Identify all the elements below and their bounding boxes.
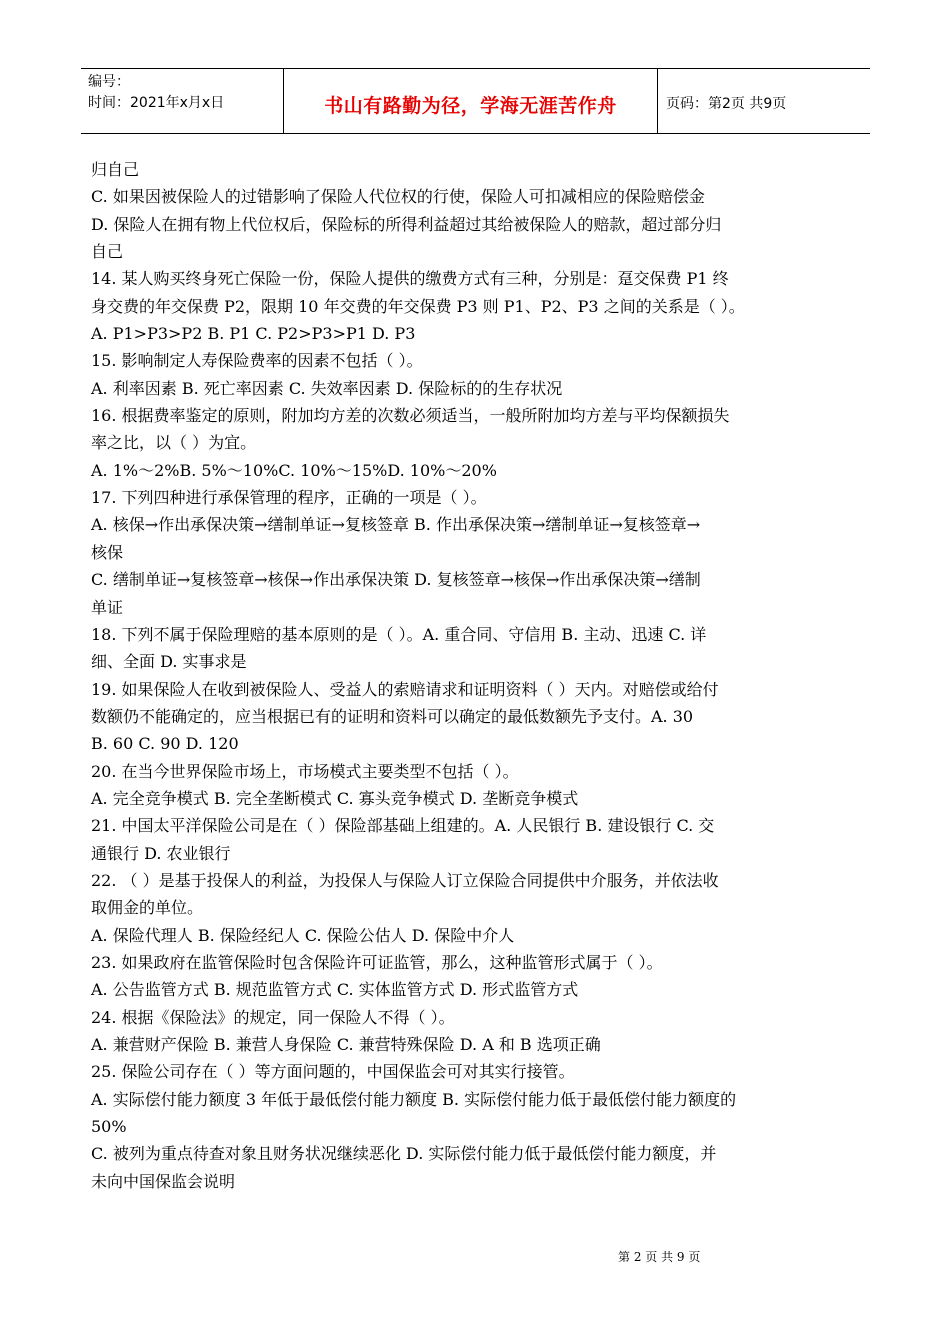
header-motto-cell (284, 69, 658, 133)
text-line: 细、全面 D. 实事求是 (91, 652, 247, 672)
text-line: A. P1>P3>P2 B. P1 C. P2>P3>P1 D. P3 (91, 324, 416, 344)
text-line: 23. 如果政府在监管保险时包含保险许可证监管，那么，这种监管形式属于（ ）。 (91, 952, 663, 972)
text-line: 20. 在当今世界保险市场上，市场模式主要类型不包括（ ）。 (91, 761, 519, 781)
footer-page-number: 第 2 页 共 9 页 (618, 1250, 701, 1264)
text-line: 归自己 (91, 160, 140, 179)
document-number-label: 编号： (88, 74, 130, 90)
text-line: B. 60 C. 90 D. 120 (91, 734, 239, 754)
document-date-label: 时间：2021年x月x日 (88, 95, 225, 111)
text-line: 18. 下列不属于保险理赔的基本原则的是（ ）。A. 重合同、守信用 B. 主动、迅速 C. 详 (91, 624, 707, 644)
text-line: A. 核保→作出承保决策→缮制单证→复核签章 B. 作出承保决策→缮制单证→复核签章→ (91, 515, 701, 535)
text-line: 未向中国保监会说明 (91, 1171, 236, 1191)
text-line: 身交费的年交保费 P2，限期 10 年交费的年交保费 P3 则 P1、P2、P3 之间的关系是（ ）。 (91, 296, 745, 316)
header-motto: 书山有路勤为径，学海无涯苦作舟 (324, 94, 617, 117)
text-line: A. 完全竞争模式 B. 完全垄断模式 C. 寡头竞争模式 D. 垄断竞争模式 (91, 788, 579, 808)
text-line: 核保 (91, 542, 124, 562)
text-line: A. 利率因素 B. 死亡率因素 C. 失效率因素 D. 保险标的的生存状况 (91, 378, 563, 398)
text-line: C. 被列为重点待查对象且财务状况继续恶化 D. 实际偿付能力低于最低偿付能力额度，并 (91, 1144, 717, 1164)
text-line: 取佣金的单位。 (91, 898, 204, 918)
text-line: D. 保险人在拥有物上代位权后，保险标的所得利益超过其给被保险人的赔款，超过部分归 (91, 214, 722, 234)
text-line: C. 缮制单证→复核签章→核保→作出承保决策 D. 复核签章→核保→作出承保决策→缮制 (91, 570, 701, 590)
page-header (81, 68, 870, 134)
text-line: A. 公告监管方式 B. 规范监管方式 C. 实体监管方式 D. 形式监管方式 (91, 980, 579, 1000)
text-line: C. 如果因被保险人的过错影响了保险人代位权的行使，保险人可扣减相应的保险赔偿金 (91, 187, 705, 207)
text-line: A. 1%～2%B. 5%～10%C. 10%～15%D. 10%～20% (91, 460, 497, 480)
text-line: A. 兼营财产保险 B. 兼营人身保险 C. 兼营特殊保险 D. A 和 B 选项正确 (91, 1035, 601, 1054)
header-info (81, 69, 284, 133)
text-line: 16. 根据费率鉴定的原则，附加均方差的次数必须适当，一般所附加均方差与平均保额损失 (91, 406, 730, 426)
text-line: 50% (91, 1117, 127, 1137)
text-line: A. 保险代理人 B. 保险经纪人 C. 保险公估人 D. 保险中介人 (91, 925, 515, 945)
text-line: 率之比，以（ ）为宜。 (91, 433, 257, 453)
text-line: 数额仍不能确定的，应当根据已有的证明和资料可以确定的最低数额先予支付。A. 30 (91, 706, 694, 726)
document-body (91, 156, 870, 1195)
header-page-number: 页码：第2页 共9页 (666, 96, 787, 112)
text-line: 自己 (91, 242, 124, 262)
text-line: 24. 根据《保险法》的规定，同一保险人不得（ ）。 (91, 1007, 455, 1027)
text-line: 19. 如果保险人在收到被保险人、受益人的索赔请求和证明资料（ ）天内。对赔偿或给付 (91, 679, 719, 699)
text-line: 单证 (91, 597, 124, 617)
text-line: 14. 某人购买终身死亡保险一份，保险人提供的缴费方式有三种，分别是：趸交保费 P1 终 (91, 269, 729, 289)
text-line: 17. 下列四种进行承保管理的程序，正确的一项是（ ）。 (91, 488, 487, 508)
text-line: 通银行 D. 农业银行 (91, 843, 231, 863)
text-line: 21. 中国太平洋保险公司是在（ ）保险部基础上组建的。A. 人民银行 B. 建设银行 C. 交 (91, 816, 715, 836)
text-line: 22. （ ）是基于投保人的利益，为投保人与保险人订立保险合同提供中介服务，并依法收 (91, 870, 719, 890)
text-line: A. 实际偿付能力额度 3 年低于最低偿付能力额度 B. 实际偿付能力低于最低偿付能力额度的 (91, 1089, 737, 1109)
text-line: 25. 保险公司存在（ ）等方面问题的，中国保监会可对其实行接管。 (91, 1062, 575, 1082)
text-line: 15. 影响制定人寿保险费率的因素不包括（ ）。 (91, 351, 423, 371)
